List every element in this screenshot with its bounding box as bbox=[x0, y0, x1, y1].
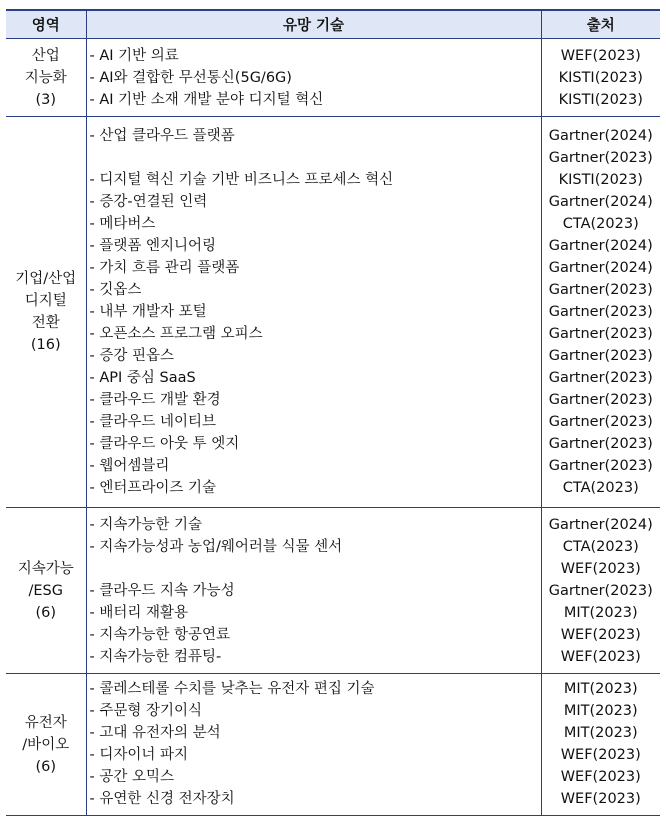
tech-item: - 콜레스테롤 수치를 낮추는 유전자 편집 기술 bbox=[89, 681, 375, 697]
source-cell bbox=[541, 508, 660, 674]
source-item: WEF(2023) bbox=[560, 769, 641, 785]
source-item: KISTI(2023) bbox=[558, 172, 643, 188]
tech-cell bbox=[86, 117, 541, 508]
tech-item: - 깃옵스 bbox=[89, 282, 142, 298]
tech-item: - 오픈소스 프로그램 오피스 bbox=[89, 326, 263, 342]
header-row bbox=[6, 10, 660, 39]
source-item: Gartner(2023) bbox=[548, 150, 653, 166]
tech-item bbox=[90, 558, 541, 580]
source-item: WEF(2023) bbox=[560, 627, 641, 643]
emerging-tech-table bbox=[6, 9, 660, 816]
source-item: WEF(2023) bbox=[560, 747, 641, 763]
source-item: Gartner(2024) bbox=[548, 128, 653, 144]
source-item: WEF(2023) bbox=[560, 48, 641, 64]
area-line: (16) bbox=[30, 337, 61, 353]
source-item: MIT(2023) bbox=[563, 605, 638, 621]
source-item: CTA(2023) bbox=[562, 480, 639, 496]
tech-item: - 증강-연결된 인력 bbox=[89, 194, 208, 210]
tech-item: - 디자이너 파지 bbox=[89, 747, 188, 763]
tech-item: - 클라우드 네이티브 bbox=[89, 414, 217, 430]
tech-item: - 가치 흐름 관리 플랫폼 bbox=[89, 260, 240, 276]
tech-item: - 지속가능한 기술 bbox=[89, 517, 202, 533]
source-item: Gartner(2023) bbox=[548, 436, 653, 452]
source-item: Gartner(2024) bbox=[548, 194, 653, 210]
source-item: Gartner(2023) bbox=[548, 583, 653, 599]
source-item: Gartner(2024) bbox=[548, 260, 653, 276]
header-source: 출처 bbox=[541, 10, 660, 39]
tech-item: - AI 기반 의료 bbox=[89, 48, 179, 64]
source-item: WEF(2023) bbox=[560, 561, 641, 577]
source-item: KISTI(2023) bbox=[558, 92, 643, 108]
tech-item: - 주문형 장기이식 bbox=[89, 703, 202, 719]
tech-item: - 지속가능성과 농업/웨어러블 식물 센서 bbox=[89, 539, 343, 555]
tech-item: - 클라우드 개발 환경 bbox=[89, 392, 221, 408]
tech-item: - 유연한 신경 전자장치 bbox=[89, 791, 235, 807]
tech-item: - 지속가능한 항공연료 bbox=[89, 627, 231, 643]
source-item: Gartner(2023) bbox=[548, 326, 653, 342]
tech-item: - 고대 유전자의 분석 bbox=[89, 725, 221, 741]
tech-item: - 엔터프라이즈 기술 bbox=[89, 480, 217, 496]
source-cell bbox=[541, 117, 660, 508]
source-item: KISTI(2023) bbox=[558, 70, 643, 86]
source-item: WEF(2023) bbox=[560, 791, 641, 807]
source-item: Gartner(2023) bbox=[548, 458, 653, 474]
area-line: 전환 bbox=[31, 315, 60, 331]
source-item: Gartner(2023) bbox=[548, 392, 653, 408]
header-area: 영역 bbox=[6, 10, 86, 39]
tech-item: - 공간 오믹스 bbox=[89, 769, 174, 785]
area-line: (6) bbox=[35, 604, 57, 621]
area-line: 산업 bbox=[31, 47, 60, 64]
source-cell bbox=[541, 674, 660, 816]
tech-item: - 지속가능한 컴퓨팅- bbox=[89, 649, 222, 665]
source-item: MIT(2023) bbox=[563, 725, 638, 741]
tech-item: - 메타버스 bbox=[89, 216, 156, 232]
tech-item: - 내부 개발자 포털 bbox=[89, 304, 207, 320]
source-cell bbox=[541, 39, 660, 117]
area-line: 지속가능 bbox=[17, 560, 74, 577]
area-cell bbox=[6, 508, 86, 674]
table-body bbox=[6, 39, 660, 816]
source-item: CTA(2023) bbox=[562, 539, 639, 555]
table-row bbox=[6, 117, 660, 508]
source-item: Gartner(2023) bbox=[548, 348, 653, 364]
source-item: Gartner(2023) bbox=[548, 282, 653, 298]
tech-item: - 웹어셈블리 bbox=[89, 458, 170, 474]
area-line: 디지털 bbox=[24, 293, 67, 309]
tech-item: - 클라우드 아웃 투 엣지 bbox=[89, 436, 240, 452]
source-item: CTA(2023) bbox=[562, 216, 639, 232]
tech-item: - AI와 결합한 무선통신(5G/6G) bbox=[89, 70, 292, 86]
tech-item bbox=[90, 147, 541, 169]
tech-item: - API 중심 SaaS bbox=[89, 370, 196, 386]
source-item: MIT(2023) bbox=[563, 681, 638, 697]
header-tech: 유망 기술 bbox=[86, 10, 541, 39]
area-line: 유전자 bbox=[24, 714, 67, 731]
area-line: /ESG bbox=[28, 582, 63, 599]
tech-item: - 클라우드 지속 가능성 bbox=[89, 583, 235, 599]
source-item: Gartner(2023) bbox=[548, 414, 653, 430]
source-item: Gartner(2024) bbox=[548, 238, 653, 254]
source-item: WEF(2023) bbox=[560, 649, 641, 665]
tech-item: - 디지털 혁신 기술 기반 비즈니스 프로세스 혁신 bbox=[89, 172, 394, 188]
area-line: (6) bbox=[35, 758, 57, 775]
area-cell bbox=[6, 674, 86, 816]
source-item: MIT(2023) bbox=[563, 703, 638, 719]
table-row bbox=[6, 674, 660, 816]
area-line: 지능화 bbox=[24, 69, 67, 86]
tech-item: - 증강 핀옵스 bbox=[89, 348, 174, 364]
source-item: Gartner(2023) bbox=[548, 304, 653, 320]
source-item: Gartner(2024) bbox=[548, 517, 653, 533]
source-item: Gartner(2023) bbox=[548, 370, 653, 386]
area-line: /바이오 bbox=[22, 736, 70, 753]
tech-cell bbox=[86, 39, 541, 117]
tech-item: - AI 기반 소재 개발 분야 디지털 혁신 bbox=[89, 92, 324, 108]
table-row bbox=[6, 39, 660, 117]
area-cell bbox=[6, 117, 86, 508]
tech-cell bbox=[86, 508, 541, 674]
table-row bbox=[6, 508, 660, 674]
area-line: 기업/산업 bbox=[15, 271, 77, 287]
tech-item: - 배터리 재활용 bbox=[89, 605, 188, 621]
tech-cell bbox=[86, 674, 541, 816]
area-cell bbox=[6, 39, 86, 117]
tech-item: - 산업 클라우드 플랫폼 bbox=[89, 128, 235, 144]
area-line: (3) bbox=[35, 91, 57, 108]
tech-item: - 플랫폼 엔지니어링 bbox=[89, 238, 217, 254]
